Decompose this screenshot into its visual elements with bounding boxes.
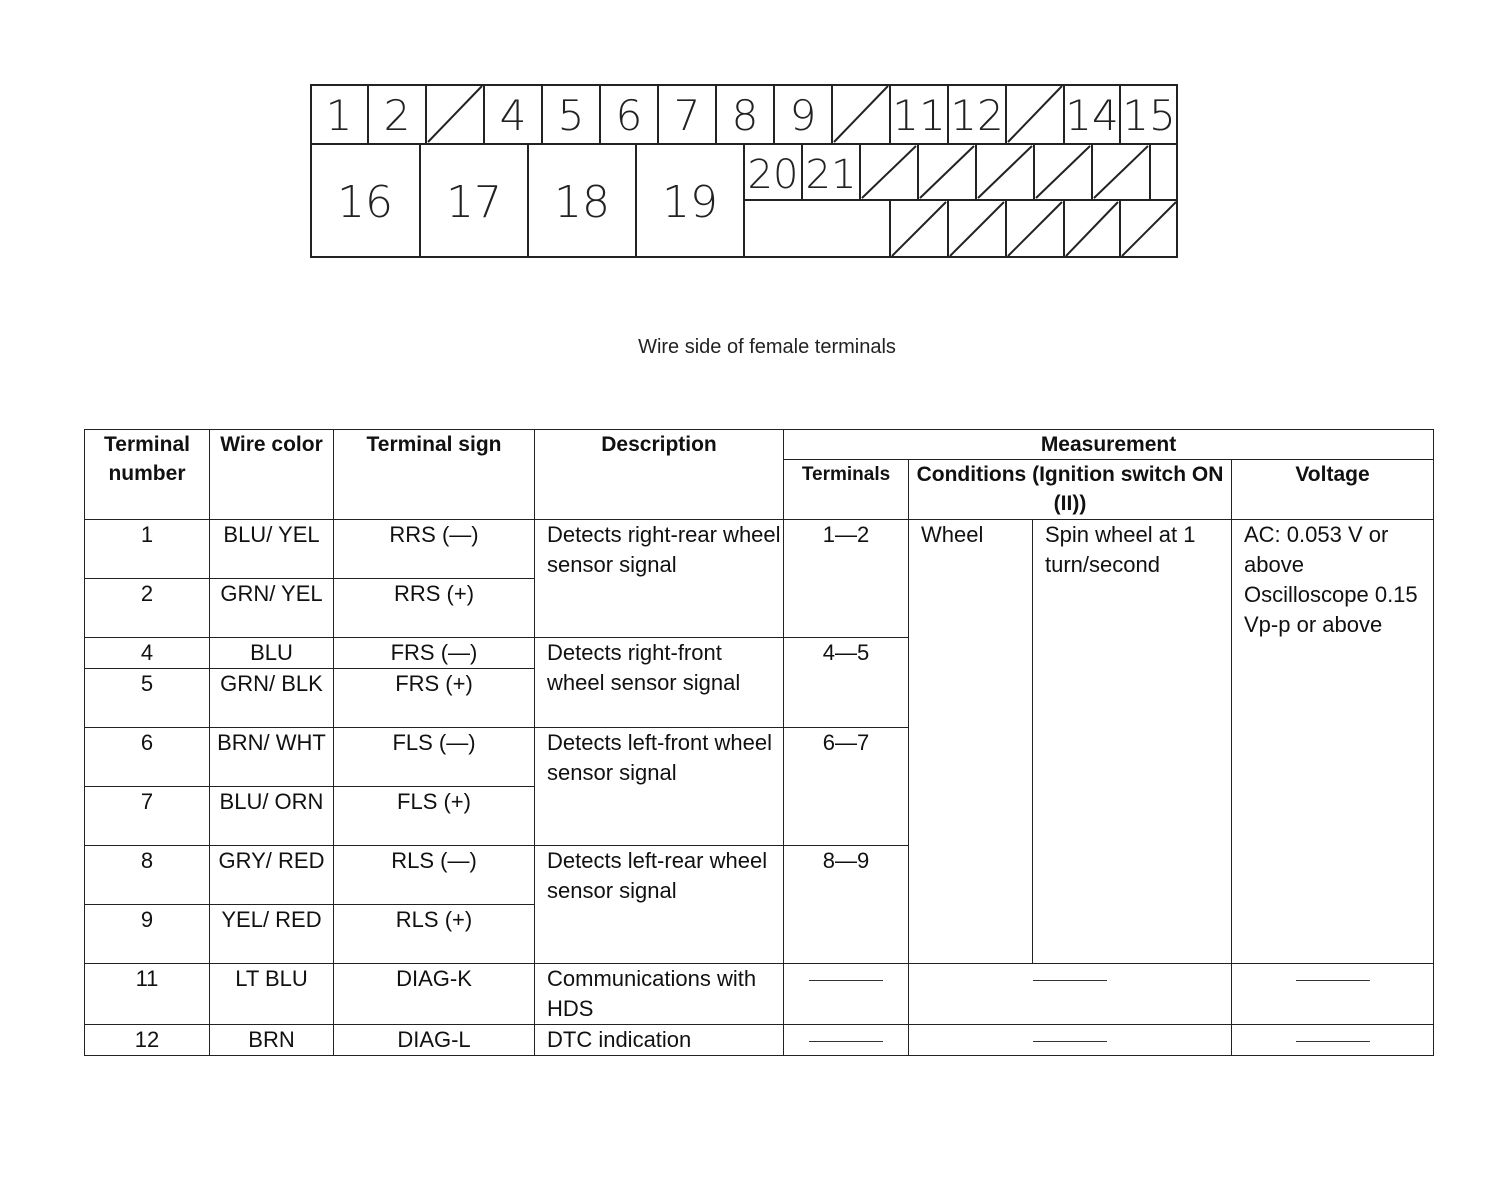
wire-color: BLU/ ORN bbox=[210, 787, 334, 846]
terminal-number: 9 bbox=[85, 905, 210, 964]
terminal-number: 2 bbox=[85, 579, 210, 638]
dash-mark bbox=[809, 980, 883, 981]
wire-color: BRN/ WHT bbox=[210, 728, 334, 787]
terminal-pair: 4—5 bbox=[784, 638, 909, 728]
empty-pin-slash bbox=[1008, 86, 1062, 142]
terminals-empty bbox=[784, 964, 909, 1025]
wire-color: BLU/ YEL bbox=[210, 520, 334, 579]
header-conditions: Conditions (Ignition switch ON (II)) bbox=[909, 460, 1232, 520]
empty-pin-slash bbox=[978, 146, 1032, 198]
terminal-number: 1 bbox=[85, 520, 210, 579]
pin-number: 18 bbox=[554, 177, 610, 228]
wire-color: YEL/ RED bbox=[210, 905, 334, 964]
terminal-sign: FRS (+) bbox=[334, 669, 535, 728]
diagram-caption: Wire side of female terminals bbox=[638, 336, 896, 358]
terminal-sign: DIAG-K bbox=[334, 964, 535, 1025]
table-row bbox=[85, 520, 1434, 579]
voltage-empty bbox=[1232, 964, 1434, 1025]
terminal-table bbox=[84, 429, 1434, 1056]
terminal-sign: FLS (—) bbox=[334, 728, 535, 787]
dash-mark bbox=[1296, 980, 1370, 981]
condition-action: Spin wheel at 1 turn/second bbox=[1033, 520, 1232, 964]
condition-wheel: Wheel bbox=[909, 520, 1033, 964]
pin-number: 11 bbox=[892, 91, 946, 140]
empty-pin-slash bbox=[1036, 146, 1090, 198]
pin-number: 8 bbox=[731, 91, 759, 140]
description: Detects right-front wheel sensor signal bbox=[535, 638, 784, 728]
pin-number: 1 bbox=[325, 91, 353, 140]
description: Detects left-front wheel sensor signal bbox=[535, 728, 784, 846]
description: Detects right-rear wheel sensor signal bbox=[535, 520, 784, 638]
terminal-pair: 8—9 bbox=[784, 846, 909, 964]
empty-pin-slash bbox=[862, 146, 916, 198]
table-row bbox=[85, 964, 1434, 1025]
terminal-sign: FRS (—) bbox=[334, 638, 535, 669]
empty-pin-slash bbox=[920, 146, 974, 198]
empty-pin-slash bbox=[1122, 202, 1176, 256]
terminal-sign: FLS (+) bbox=[334, 787, 535, 846]
table-row bbox=[85, 1025, 1434, 1056]
description: Detects left-rear wheel sensor signal bbox=[535, 846, 784, 964]
voltage-spec: AC: 0.053 V or above Oscilloscope 0.15 Vp-p or above bbox=[1232, 520, 1434, 964]
wire-color: BRN bbox=[210, 1025, 334, 1056]
pin-number: 20 bbox=[747, 152, 799, 198]
terminal-pair: 6—7 bbox=[784, 728, 909, 846]
terminal-number: 5 bbox=[85, 669, 210, 728]
terminal-sign: RRS (+) bbox=[334, 579, 535, 638]
pin-number: 5 bbox=[557, 91, 585, 140]
pin-number: 6 bbox=[615, 91, 643, 140]
conditions-empty bbox=[909, 964, 1232, 1025]
empty-pin-slash bbox=[1066, 202, 1118, 256]
wire-color: BLU bbox=[210, 638, 334, 669]
wire-color: GRN/ YEL bbox=[210, 579, 334, 638]
pin-number: 17 bbox=[446, 177, 502, 228]
terminal-number: 12 bbox=[85, 1025, 210, 1056]
terminal-sign: RLS (+) bbox=[334, 905, 535, 964]
conditions-empty bbox=[909, 1025, 1232, 1056]
terminal-number: 4 bbox=[85, 638, 210, 669]
pin-number: 16 bbox=[337, 177, 393, 228]
wire-color: GRN/ BLK bbox=[210, 669, 334, 728]
header-terminals: Terminals bbox=[784, 460, 909, 520]
pin-number: 12 bbox=[950, 91, 1004, 140]
voltage-empty bbox=[1232, 1025, 1434, 1056]
header-description: Description bbox=[535, 430, 784, 520]
terminal-sign: RRS (—) bbox=[334, 520, 535, 579]
dash-mark bbox=[1033, 1041, 1107, 1042]
wire-color: LT BLU bbox=[210, 964, 334, 1025]
description: Communications with HDS bbox=[535, 964, 784, 1025]
terminal-sign: RLS (—) bbox=[334, 846, 535, 905]
header-wire-color: Wire color bbox=[210, 430, 334, 520]
empty-pin-slash bbox=[834, 86, 888, 142]
pin-number: 2 bbox=[383, 91, 411, 140]
header-terminal-number: Terminal number bbox=[85, 430, 210, 520]
pin-number: 21 bbox=[805, 152, 857, 198]
pin-number: 7 bbox=[673, 91, 701, 140]
pin-number: 4 bbox=[499, 91, 527, 140]
terminal-number: 7 bbox=[85, 787, 210, 846]
empty-pin-slash bbox=[1094, 146, 1148, 198]
terminals-empty bbox=[784, 1025, 909, 1056]
connector-outline bbox=[310, 84, 1178, 258]
connector-diagram bbox=[310, 84, 1178, 258]
header-voltage: Voltage bbox=[1232, 460, 1434, 520]
empty-pin-slash bbox=[1008, 202, 1062, 256]
terminal-number: 11 bbox=[85, 964, 210, 1025]
terminal-sign: DIAG-L bbox=[334, 1025, 535, 1056]
pin-number: 14 bbox=[1065, 91, 1119, 140]
empty-pin-slash bbox=[892, 202, 946, 256]
empty-pin-slash bbox=[428, 86, 482, 142]
terminal-number: 6 bbox=[85, 728, 210, 787]
description: DTC indication bbox=[535, 1025, 784, 1056]
empty-pin-slash bbox=[950, 202, 1004, 256]
terminal-pair: 1—2 bbox=[784, 520, 909, 638]
pin-number: 15 bbox=[1122, 91, 1176, 140]
dash-mark bbox=[809, 1041, 883, 1042]
header-terminal-sign: Terminal sign bbox=[334, 430, 535, 520]
dash-mark bbox=[1033, 980, 1107, 981]
dash-mark bbox=[1296, 1041, 1370, 1042]
pin-number: 9 bbox=[789, 91, 817, 140]
header-measurement: Measurement bbox=[784, 430, 1434, 460]
terminal-number: 8 bbox=[85, 846, 210, 905]
pin-number: 19 bbox=[662, 177, 718, 228]
wire-color: GRY/ RED bbox=[210, 846, 334, 905]
